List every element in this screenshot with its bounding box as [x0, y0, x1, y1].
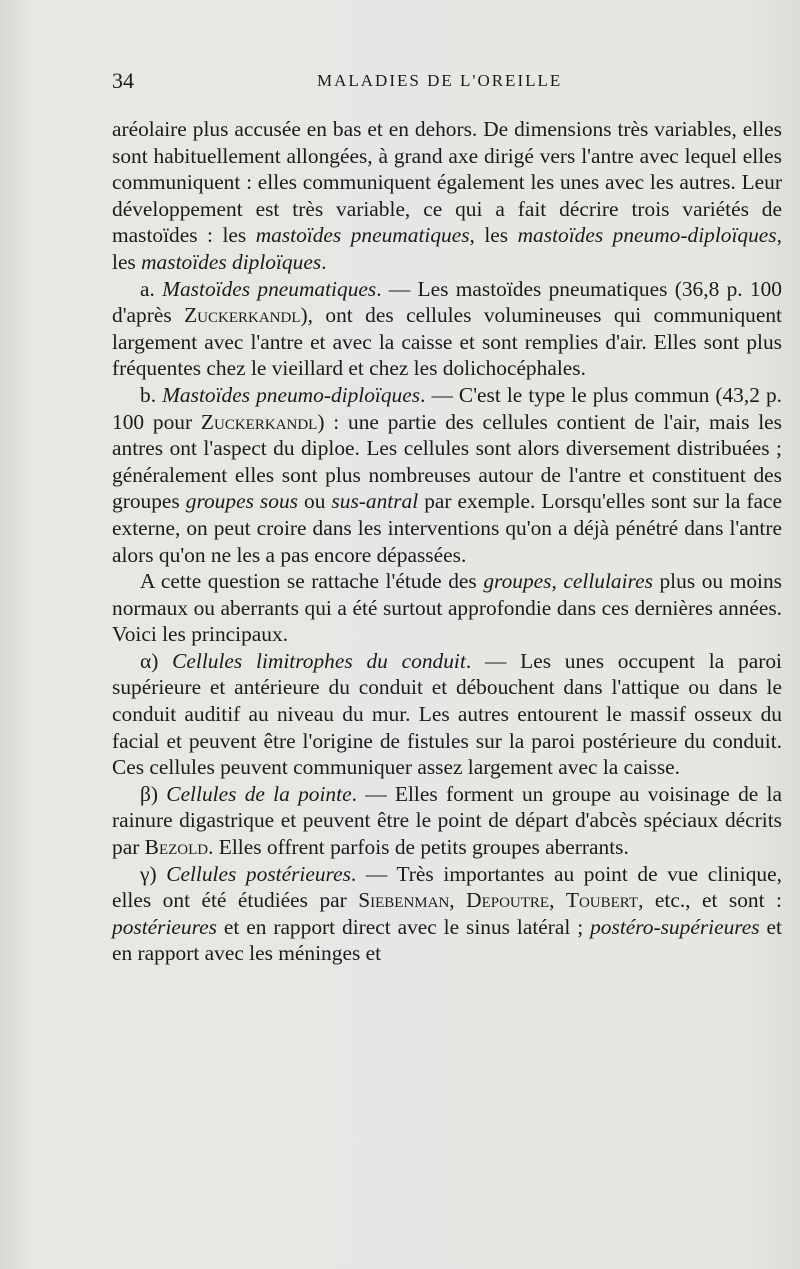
paragraph — [112, 648, 782, 781]
author-name: Bezold — [144, 835, 209, 860]
paragraph — [112, 781, 782, 861]
italic-term: sus-antral — [331, 489, 419, 514]
author-name: Zuckerkandl — [184, 303, 301, 328]
text-run: . — Très importantes au point de vue clinique, elles ont été étudiées par — [112, 861, 782, 913]
text-run: , etc., et sont : — [638, 888, 782, 913]
page-number: 34 — [112, 68, 134, 93]
text-run: β) — [140, 781, 167, 806]
text-run: ) : une partie des cellules contient de l'air, mais les antres ont l'aspect du diploe. Les cellules sont alors diversement distribuées ; généralement elles sont plus nombreuses autour de l'antre et constituent des groupes — [112, 409, 782, 514]
text-run: . Elles offrent parfois de petits groupes aberrants. — [208, 835, 629, 860]
text-run: . — C'est le type le plus commun (43,2 p. 100 pour — [112, 382, 782, 434]
italic-term: groupes, cellulaires — [483, 569, 653, 594]
italic-term: postéro-supérieures — [590, 914, 760, 939]
italic-term: mastoïdes pneumatiques — [255, 223, 470, 248]
text-run: b. — [140, 382, 163, 407]
text-run: par exemple. Lorsqu'elles sont sur la face externe, on peut croire dans les interventions qu'on a déjà pénétré dans l'antre alors qu'on ne les a pas encore dépassées. — [112, 489, 782, 567]
italic-term: Cellules limitrophes du conduit — [172, 648, 466, 673]
italic-term: groupes sous — [185, 489, 298, 514]
text-run: plus ou moins normaux ou aberrants qui a été surtout approfondie dans ces dernières années. Voici les principaux. — [112, 569, 782, 647]
running-head: MALADIES DE L'OREILLE — [317, 71, 563, 90]
paragraph — [112, 116, 782, 276]
italic-term: Mastoïdes pneumatiques — [162, 276, 377, 301]
paragraph — [112, 861, 782, 967]
paragraph — [112, 568, 782, 648]
text-run: a. — [140, 276, 163, 301]
page-header — [112, 68, 782, 98]
author-name: Depoutre — [466, 888, 550, 913]
author-name: Siebenman — [358, 888, 450, 913]
italic-term: Cellules postérieures — [166, 861, 351, 886]
text-run: , les — [112, 223, 782, 274]
text-run: . — [321, 249, 327, 274]
text-run: ), ont des cellules volumineuses qui communiquent largement avec l'antre et avec la caisse et sont remplies d'air. Elles sont plus fréquentes chez le vieillard et chez les dolichocéphales. — [112, 303, 783, 381]
italic-term: mastoïdes pneumo-diploïques — [517, 223, 777, 248]
italic-term: postérieures — [112, 914, 217, 939]
author-name: Toubert — [565, 888, 639, 913]
text-run: , — [449, 888, 467, 913]
text-run: α) — [140, 648, 173, 673]
text-run: γ) — [140, 861, 167, 886]
italic-term: mastoïdes diploïques — [141, 249, 322, 274]
paragraph — [112, 382, 782, 568]
text-run: aréolaire plus accusée en bas et en dehors. De dimensions très variables, elles sont habituellement allongées, à grand axe dirigé vers l'antre avec lequel elles communiquent : elles communiquent également les unes avec les autres. Leur développement est très variable, ce qui a fait décrire trois variétés de mastoïdes : les — [112, 117, 782, 248]
body-text — [112, 116, 782, 967]
italic-term: Mastoïdes pneumo-diploïques — [162, 382, 421, 407]
text-run: , les — [469, 223, 518, 248]
text-run: , — [549, 888, 566, 913]
text-run: A cette question se rattache l'étude des — [140, 569, 484, 594]
paragraph — [112, 276, 782, 382]
text-run: . — Les mastoïdes pneumatiques (36,8 p. 100 d'après — [112, 276, 782, 328]
text-run: . — Elles forment un groupe au voisinage de la rainure digastrique et peuvent être le point de départ d'abcès spéciaux décrits par — [112, 781, 782, 860]
text-run: . — Les unes occupent la paroi supérieure et antérieure du conduit et débouchent dans l'attique ou dans le conduit auditif au niveau du mur. Les autres entourent le massif osseux du facial et peuvent être l'origine de fistules sur la paroi postérieure du conduit. Ces cellules peuvent communiquer assez largement avec la caisse. — [112, 648, 782, 780]
author-name: Zuckerkandl — [200, 409, 318, 434]
italic-term: Cellules de la pointe — [166, 781, 352, 806]
text-run: ou — [297, 489, 332, 514]
text-run: et en rapport direct avec le sinus latéral ; — [216, 914, 591, 939]
text-run: et en rapport avec les méninges et — [112, 914, 782, 966]
